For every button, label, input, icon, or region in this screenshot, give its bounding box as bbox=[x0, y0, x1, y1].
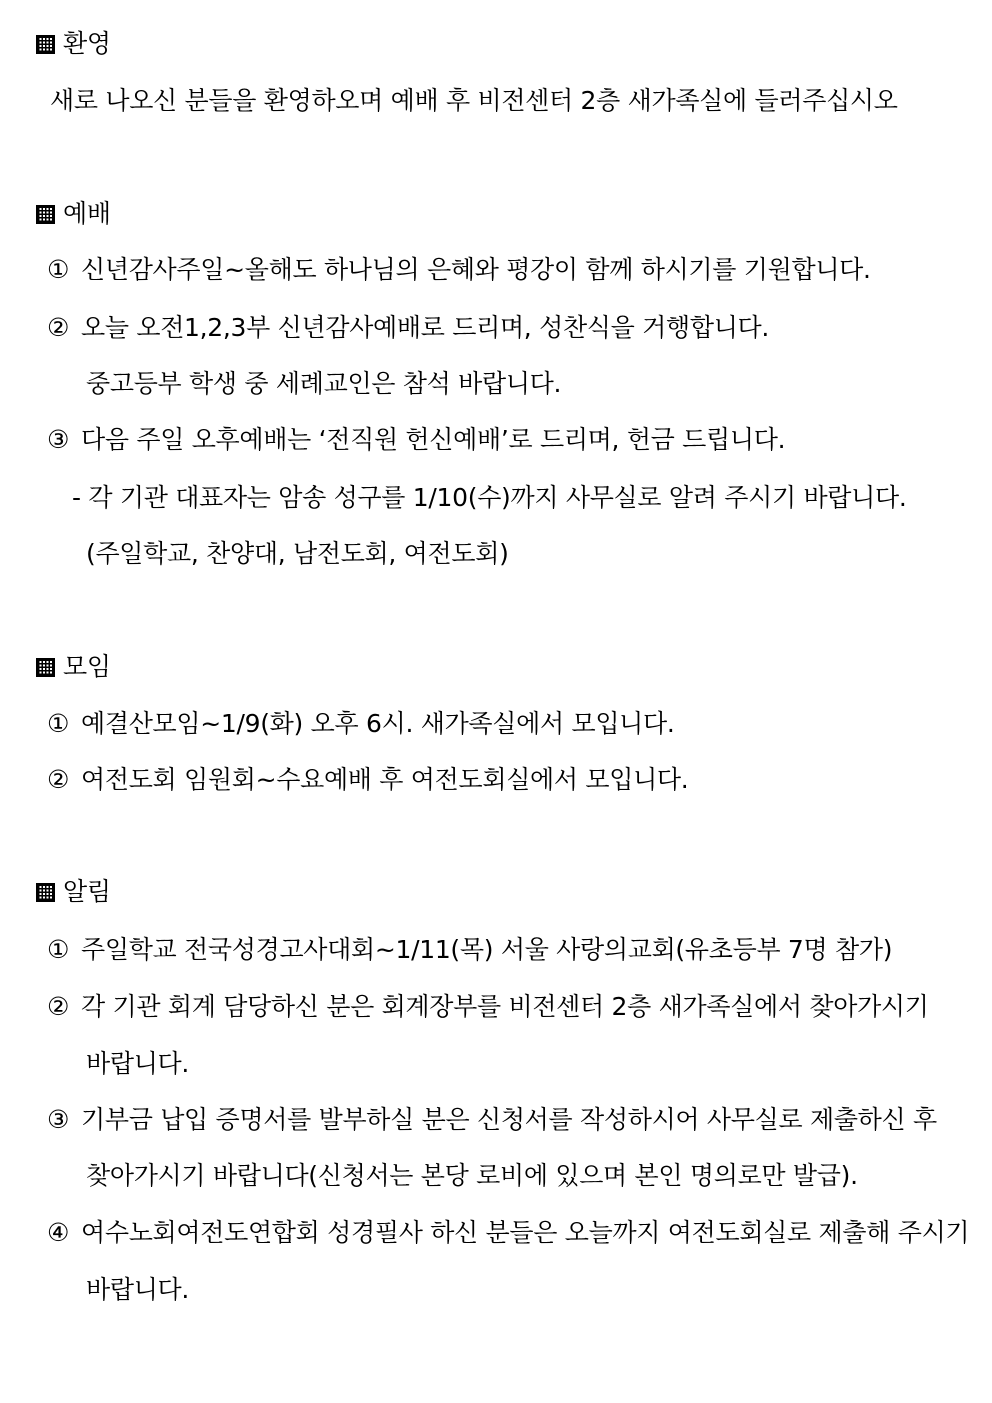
section-heading-worship bbox=[36, 198, 111, 230]
list-item bbox=[47, 991, 929, 1023]
item-marker: ④ bbox=[47, 1218, 70, 1247]
square-bullet-icon bbox=[36, 883, 55, 902]
welcome-text: 새로 나오신 분들을 환영하오며 예배 후 비전센터 2층 새가족실에 들러주십시오 bbox=[50, 86, 898, 115]
item-marker: ① bbox=[47, 709, 70, 738]
item-text: 여전도회 임원회~수요예배 후 여전도회실에서 모입니다. bbox=[81, 765, 689, 794]
section-title: 예배 bbox=[63, 199, 111, 228]
item-marker: ② bbox=[47, 992, 70, 1021]
list-item bbox=[47, 1217, 969, 1249]
item-text: 여수노회여전도연합회 성경필사 하신 분들은 오늘까지 여전도회실로 제출해 주시기 bbox=[81, 1218, 970, 1247]
item-text: 오늘 오전1,2,3부 신년감사예배로 드리며, 성찬식을 거행합니다. bbox=[81, 313, 770, 342]
list-item-continuation: 중고등부 학생 중 세례교인은 참석 바랍니다. bbox=[86, 369, 562, 398]
list-item bbox=[47, 1104, 937, 1136]
list-item bbox=[47, 424, 785, 456]
list-item bbox=[47, 708, 675, 740]
section-heading-meeting bbox=[36, 651, 111, 683]
item-marker: ② bbox=[47, 765, 70, 794]
list-item bbox=[47, 312, 769, 344]
section-title: 환영 bbox=[63, 29, 111, 58]
item-marker: ② bbox=[47, 313, 70, 342]
item-text: 각 기관 회계 담당하신 분은 회계장부를 비전센터 2층 새가족실에서 찾아가시기 bbox=[81, 992, 929, 1021]
section-title: 알림 bbox=[63, 877, 111, 906]
list-item bbox=[47, 764, 688, 796]
square-bullet-icon bbox=[36, 205, 55, 224]
square-bullet-icon bbox=[36, 658, 55, 677]
item-marker: ③ bbox=[47, 425, 70, 454]
item-text: 주일학교 전국성경고사대회~1/11(목) 서울 사랑의교회(유초등부 7명 참가) bbox=[81, 935, 893, 964]
item-marker: ③ bbox=[47, 1105, 70, 1134]
list-item-continuation: 바랍니다. bbox=[86, 1049, 190, 1078]
list-subitem-continuation: (주일학교, 찬양대, 남전도회, 여전도회) bbox=[86, 539, 509, 568]
list-subitem: - 각 기관 대표자는 암송 성구를 1/10(수)까지 사무실로 알려 주시기 바랍니다. bbox=[72, 483, 907, 512]
section-heading-notice bbox=[36, 876, 111, 908]
item-marker: ① bbox=[47, 255, 70, 284]
item-text: 다음 주일 오후예배는 ‘전직원 헌신예배’로 드리며, 헌금 드립니다. bbox=[81, 425, 786, 454]
list-item-continuation: 찾아가시기 바랍니다(신청서는 본당 로비에 있으며 본인 명의로만 발급). bbox=[86, 1161, 858, 1190]
section-heading-welcome bbox=[36, 28, 111, 60]
square-bullet-icon bbox=[36, 35, 55, 54]
section-title: 모임 bbox=[63, 652, 111, 681]
item-text: 신년감사주일~올해도 하나님의 은혜와 평강이 함께 하시기를 기원합니다. bbox=[81, 255, 871, 284]
item-marker: ① bbox=[47, 935, 70, 964]
list-item bbox=[47, 254, 871, 286]
list-item-continuation: 바랍니다. bbox=[86, 1275, 190, 1304]
item-text: 예결산모임~1/9(화) 오후 6시. 새가족실에서 모입니다. bbox=[81, 709, 675, 738]
list-item bbox=[47, 934, 892, 966]
item-text: 기부금 납입 증명서를 발부하실 분은 신청서를 작성하시어 사무실로 제출하신 후 bbox=[81, 1105, 937, 1134]
